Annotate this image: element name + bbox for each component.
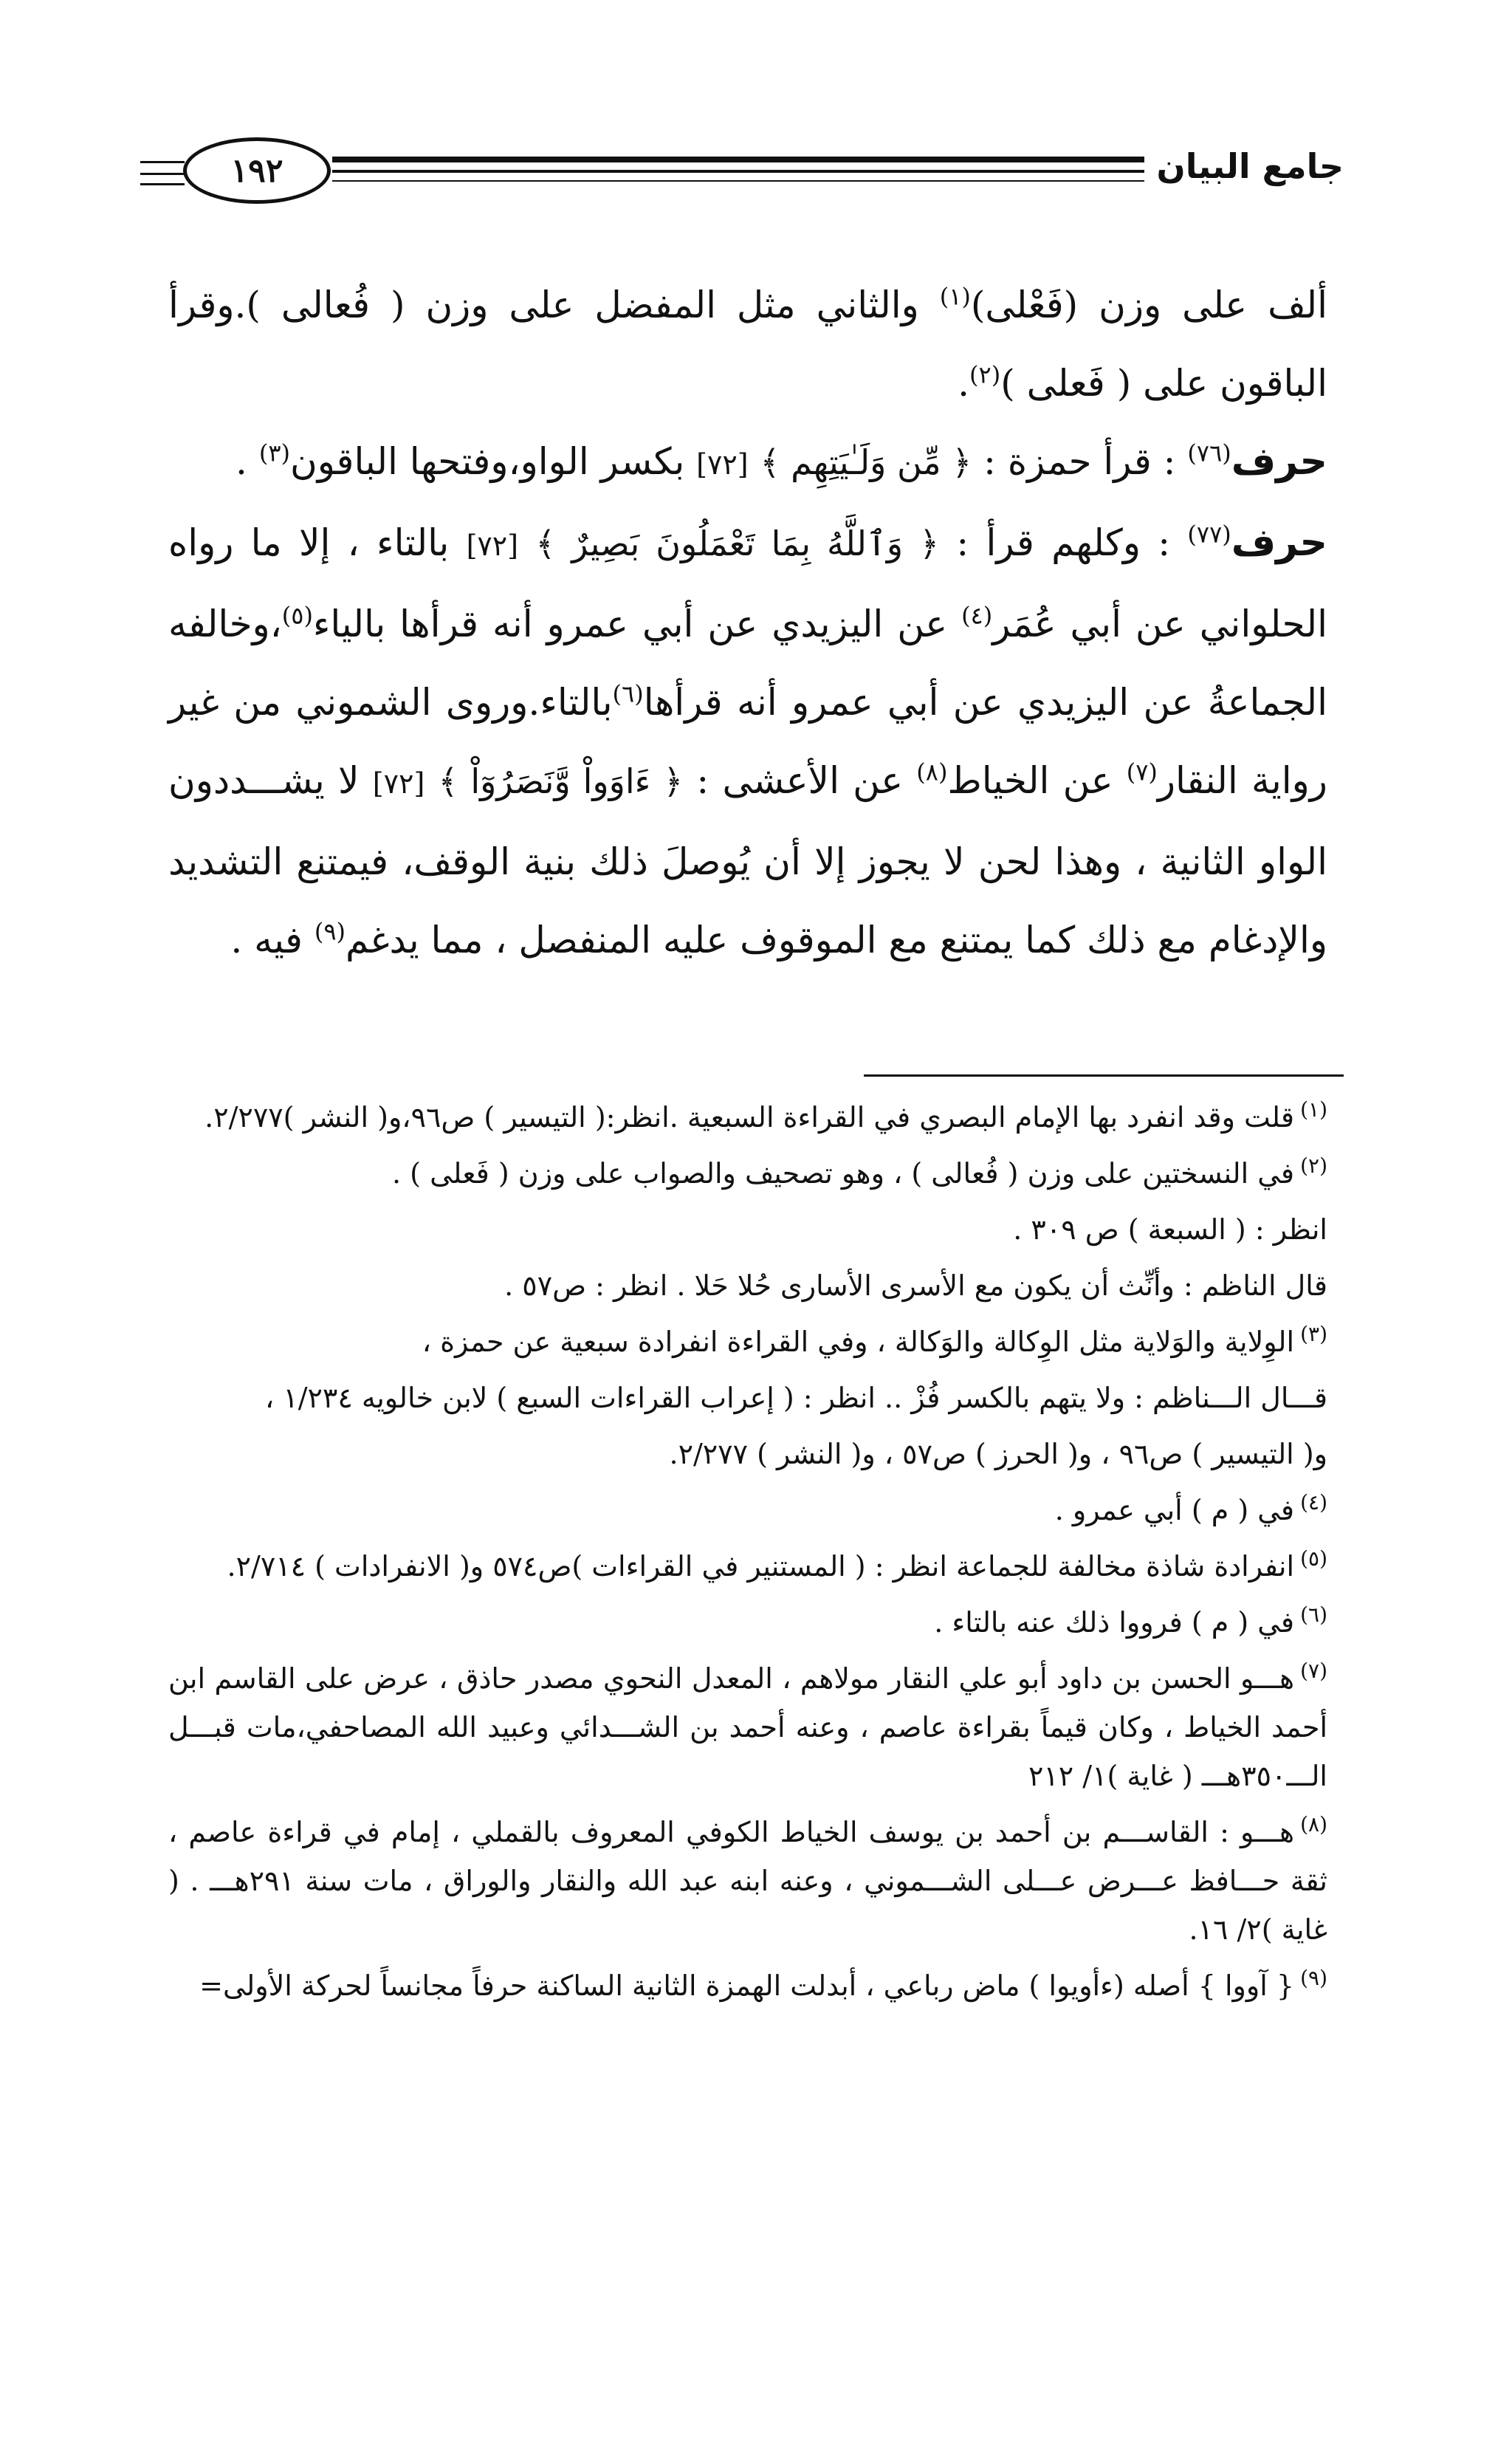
footnote-text: و( التيسير ) ص٩٦ ، و( الحرز ) ص٥٧ ، و( النشر ) ٢/٢٧٧. bbox=[669, 1438, 1327, 1470]
text: بالتاء ، إلا ما رواه الحلواني عن أبي عُمَر bbox=[168, 521, 1327, 645]
page-number-oval bbox=[183, 137, 331, 204]
footnote-number: (٤) bbox=[1300, 1490, 1327, 1515]
footnote-ref: (١) bbox=[939, 282, 971, 311]
paragraph-1 bbox=[168, 266, 1327, 422]
footnote bbox=[168, 1598, 1327, 1647]
footnote-text: { آووا } أصله (ءأويوا ) ماض رباعي ، أبدلت الهمزة الثانية الساكنة حرفاً مجانساً لحركة الأولى= bbox=[199, 1969, 1295, 2002]
footnote-ref: (٥) bbox=[281, 601, 313, 630]
footnote-number: (٩) bbox=[1300, 1966, 1327, 1991]
footnote-ref: (٨) bbox=[916, 758, 948, 786]
footnote bbox=[168, 1654, 1327, 1800]
footnote bbox=[168, 1542, 1327, 1591]
footnote bbox=[168, 1486, 1327, 1535]
main-text bbox=[168, 266, 1327, 979]
text: فيه . bbox=[230, 919, 303, 961]
text: : قرأ حمزة : bbox=[983, 440, 1176, 483]
footnote-ref: (٢) bbox=[969, 360, 1001, 389]
verse-ref: [٧٢] bbox=[696, 448, 749, 481]
header-rule bbox=[332, 180, 1144, 182]
book-title: جامع البيان bbox=[1156, 146, 1344, 186]
footnote-number: (٣) bbox=[1300, 1322, 1327, 1347]
footnote-ref: (٦) bbox=[612, 679, 644, 708]
quran-quote: ﴿ مِّن وَلَـٰيَتِهِم ﴾ bbox=[760, 442, 972, 482]
verse-ref: [٧٢] bbox=[466, 529, 519, 562]
footnote-text: الوِلاية والوَلاية مثل الوِكالة والوَكالة ، وفي القراءة انفرادة سبعية عن حمزة ، bbox=[422, 1326, 1295, 1358]
text: . bbox=[958, 362, 970, 405]
text: عن الأعشى : bbox=[696, 759, 904, 802]
text: . bbox=[236, 440, 247, 483]
page-header bbox=[140, 131, 1344, 213]
footnote-text: انظر : ( السبعة ) ص ٣٠٩ . bbox=[1013, 1213, 1327, 1246]
footnotes bbox=[168, 1093, 1327, 2017]
footnote-text: انفرادة شاذة مخالفة للجماعة انظر : ( المستنير في القراءات )ص٥٧٤ و( الانفرادات ) ٢/٧١٤. bbox=[227, 1550, 1295, 1583]
header-rule bbox=[140, 173, 185, 175]
footnote bbox=[168, 1961, 1327, 2010]
footnote-text: في ( م ) فرووا ذلك عنه بالتاء . bbox=[934, 1606, 1295, 1639]
footnote-text: في النسختين على وزن ( فُعالى ) ، وهو تصحيف والصواب على وزن ( فَعلى ) . bbox=[392, 1157, 1295, 1190]
footnote-ref: (٤) bbox=[961, 601, 993, 630]
text: عن اليزيدي عن أبي عمرو أنه قرأها بالياء bbox=[312, 603, 948, 645]
footnote-text: قـــال الـــناظم : ولا يتهم بالكسر فُزْ .. انظر : ( إعراب القراءات السبع ) لابن خالويه ١/٢٣٤ ، bbox=[264, 1382, 1327, 1414]
text: عن الخياط bbox=[947, 759, 1113, 802]
footnote-text: قال الناظم : وأنِّث أن يكون مع الأسرى الأسارى حُلا حَلا . انظر : ص٥٧ . bbox=[504, 1269, 1327, 1302]
footnote-number: (٦) bbox=[1300, 1602, 1327, 1628]
paragraph-3 bbox=[168, 504, 1327, 979]
header-rule bbox=[332, 157, 1144, 162]
header-rule bbox=[140, 161, 185, 163]
footnote-divider bbox=[864, 1074, 1344, 1077]
text: والثاني مثل المفضل على وزن ( فُعالى ).وقرأ الباقون على ( فَعلى ) bbox=[168, 284, 1327, 405]
footnote-continuation bbox=[168, 1205, 1327, 1254]
footnote bbox=[168, 1808, 1327, 1954]
footnote-number: (٥) bbox=[1300, 1546, 1327, 1571]
footnote-ref: (٩) bbox=[314, 917, 346, 946]
footnote bbox=[168, 1093, 1327, 1142]
text: : وكلهم قرأ : bbox=[956, 521, 1171, 564]
footnote-text: هـــو : القاســـم بن أحمد بن يوسف الخياط الكوفي المعروف بالقملي ، إمام في قراءة عاصم ، ثقة حـــافظ عـــرض عـــلى الشـــموني ، وعنه ابنه عبد الله والنقار والوراق ، مات سنة ٢٩١هـــ . ( غاية )٢/ ١٦. bbox=[168, 1816, 1327, 1946]
header-rule bbox=[332, 170, 1144, 173]
footnote-continuation bbox=[168, 1261, 1327, 1310]
footnote-number: (١) bbox=[1300, 1097, 1327, 1122]
section-label: حرف bbox=[1231, 439, 1327, 484]
text: بالتاء.وروى الشموني من غير رواية النقار bbox=[168, 681, 1327, 802]
footnote-text: هـــو الحسن بن داود أبو علي النقار مولاهم ، المعدل النحوي مصدر حاذق ، عرض على القاسم ابن أحمد الخياط ، وكان قيماً بقراءة عاصم ، وعنه أحمد بن الشـــدائي وعبيد الله المصاحفي،مات قبـــل الـــ٣٥٠هـــ ( غاية )١/ ٢١٢ bbox=[168, 1662, 1327, 1792]
footnote-number: (٢) bbox=[1300, 1153, 1327, 1179]
footnote-ref: (٣) bbox=[258, 439, 290, 467]
quran-quote: ﴿ وَٱللَّهُ بِمَا تَعْمَلُونَ بَصِيرٌ ﴾ bbox=[535, 524, 940, 563]
text: ألف على وزن (فَعْلى) bbox=[970, 284, 1327, 326]
footnote bbox=[168, 1317, 1327, 1366]
paragraph-2 bbox=[168, 422, 1327, 504]
text: لا يشـــددون الواو الثانية ، وهذا لحن لا يجوز إلا أن يُوصلَ ذلك بنية الوقف، فيمتنع التشديد والإدغام مع ذلك كما يمتنع مع الموقوف عليه المنفصل ، مما يدغم bbox=[168, 759, 1327, 961]
footnote-text: في ( م ) أبي عمرو . bbox=[1054, 1494, 1295, 1526]
section-number: (٧٦) bbox=[1187, 439, 1231, 467]
footnote-number: (٧) bbox=[1300, 1659, 1327, 1684]
verse-ref: [٧٢] bbox=[372, 767, 425, 800]
footnote-ref: (٧) bbox=[1126, 758, 1158, 786]
text: بكسر الواو،وفتحها الباقون bbox=[290, 440, 685, 483]
section-number: (٧٧) bbox=[1187, 520, 1231, 549]
footnote-continuation bbox=[168, 1430, 1327, 1478]
text: ،وخالفه الجماعةُ عن اليزيدي عن أبي عمرو أنه قرأها bbox=[168, 603, 1327, 724]
header-rule bbox=[140, 183, 185, 185]
quran-quote: ﴿ ءَاوَواْ وَّنَصَرُوٓاْ ﴾ bbox=[438, 761, 684, 801]
footnote-continuation bbox=[168, 1374, 1327, 1422]
footnote bbox=[168, 1149, 1327, 1198]
footnote-text: قلت وقد انفرد بها الإمام البصري في القراءة السبعية .انظر:( التيسير ) ص٩٦،و( النشر )٢/٢٧٧. bbox=[205, 1101, 1295, 1134]
footnote-number: (٨) bbox=[1300, 1812, 1327, 1837]
section-label: حرف bbox=[1231, 521, 1327, 565]
page-number: ١٩٢ bbox=[230, 151, 284, 190]
